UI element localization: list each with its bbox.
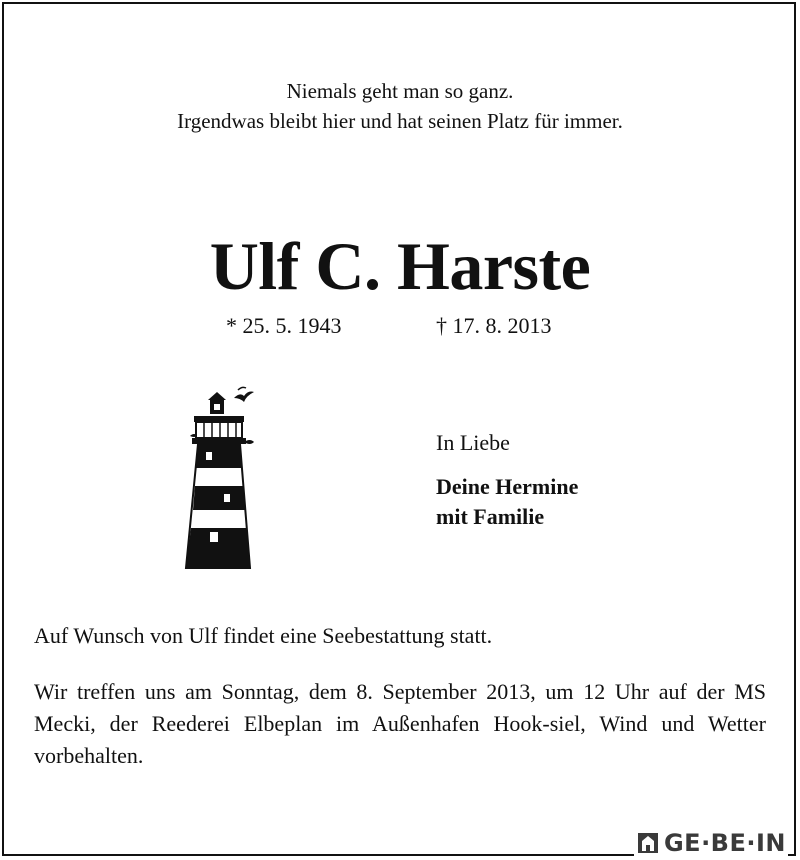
meeting-notice: Wir treffen uns am Sonntag, dem 8. September 2013, um 12 Uhr auf der MS Mecki, der Reederei Elbeplan im Außenhafen Hook-siel, Wind und Wetter vorbehalten. — [34, 679, 766, 768]
birth-date: * 25. 5. 1943 — [226, 313, 342, 338]
closing-block — [436, 428, 578, 532]
quote-line-2: Irgendwas bleibt hier und hat seinen Platz für immer. — [177, 109, 623, 133]
burial-notice: Auf Wunsch von Ulf findet eine Seebestattung statt. — [34, 623, 493, 648]
deceased-name: Ulf C. Harste — [209, 228, 591, 304]
death-date: † 17. 8. 2013 — [436, 313, 552, 338]
publisher-logo — [634, 830, 788, 856]
closing-greeting: In Liebe — [436, 430, 510, 455]
publisher-logo-icon — [636, 831, 660, 855]
lighthouse-icon — [180, 382, 262, 572]
signer-line-1: Deine Hermine — [436, 474, 579, 499]
publisher-logo-text: GE·BE·IN — [663, 829, 786, 857]
quote-line-1: Niemals geht man so ganz. — [286, 79, 514, 103]
memorial-quote — [0, 76, 800, 136]
signer-line-2: mit Familie — [436, 504, 545, 529]
